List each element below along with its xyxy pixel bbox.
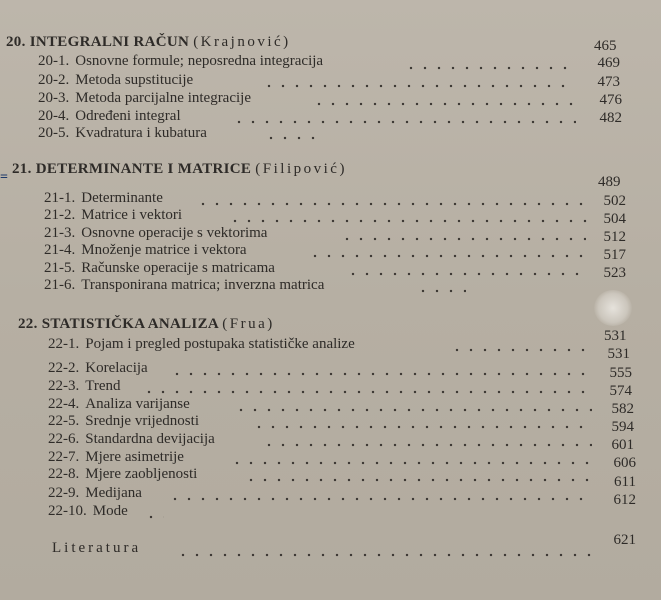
entry-page: 612 xyxy=(613,492,636,508)
toc-entry: 21-4. Množenje matrice i vektora xyxy=(44,242,247,258)
toc-entry: 22-6. Standardna devijacija xyxy=(48,431,215,447)
chapter-heading xyxy=(12,161,347,178)
toc-entry: 20-2. Metoda supstitucije xyxy=(38,72,194,88)
entry-page: 502 xyxy=(603,193,626,209)
chapter-author: (Frua) xyxy=(222,316,275,332)
entry-page: 517 xyxy=(603,247,626,263)
entry-page: 523 xyxy=(603,265,626,281)
toc-entry: 21-6. Transponirana matrica; inverzna matrica xyxy=(44,277,325,293)
toc-entry: 22-3. Trend xyxy=(48,378,121,394)
entry-page: 469 xyxy=(597,55,620,71)
toc-entry: 21-5. Računske operacije s matricama xyxy=(44,260,275,276)
toc-entry: 22-9. Medijana xyxy=(48,485,142,501)
chapter-page: 531 xyxy=(604,328,627,344)
entry-page: 504 xyxy=(603,211,626,227)
entry-page: 601 xyxy=(611,437,634,453)
toc-entry: 22-8. Mjere zaobljenosti xyxy=(48,466,198,482)
toc-entry: 22-10. Mode xyxy=(48,503,128,519)
literature-page: 621 xyxy=(613,532,636,548)
chapter-author: (Filipović) xyxy=(255,161,347,177)
chapter-page: 489 xyxy=(598,174,621,190)
entry-page: 594 xyxy=(611,419,634,435)
toc-entry: 21-2. Matrice i vektori xyxy=(44,207,183,223)
entry-page: 582 xyxy=(611,401,634,417)
chapter-page: 465 xyxy=(594,38,617,54)
chapter-number: 20. xyxy=(6,34,26,50)
entry-page: 473 xyxy=(597,74,620,90)
entry-page: 512 xyxy=(603,229,626,245)
chapter-heading xyxy=(18,316,275,333)
glare-spot xyxy=(594,290,632,326)
chapter-title: DETERMINANTE I MATRICE xyxy=(35,161,252,177)
toc-entry: 20-4. Određeni integral xyxy=(38,108,181,124)
chapter-title: STATISTIČKA ANALIZA xyxy=(41,316,219,332)
entry-page: 482 xyxy=(599,110,622,126)
toc-entry: 22-5. Srednje vrijednosti xyxy=(48,413,199,429)
chapter-number: 21. xyxy=(12,161,32,177)
toc-entry: 22-1. Pojam i pregled postupaka statističke analize xyxy=(48,336,355,352)
toc-entry: 22-2. Korelacija xyxy=(48,360,148,376)
toc-entry: 20-1. Osnovne formule; neposredna integracija xyxy=(38,53,324,69)
entry-page: 606 xyxy=(613,455,636,471)
entry-page: 611 xyxy=(614,474,636,490)
toc-entry: 20-5. Kvadratura i kubatura xyxy=(38,125,207,141)
toc-entry: 21-1. Determinante xyxy=(44,190,163,206)
entry-page: 531 xyxy=(607,346,630,362)
entry-page: 476 xyxy=(599,92,622,108)
toc-entry: 20-3. Metoda parcijalne integracije xyxy=(38,90,251,106)
entry-page: 555 xyxy=(609,365,632,381)
chapter-number: 22. xyxy=(18,316,38,332)
chapter-heading xyxy=(6,34,291,51)
chapter-author: (Krajnović) xyxy=(193,34,291,50)
toc-entry: 22-4. Analiza varijanse xyxy=(48,396,190,412)
literature-label: Literatura xyxy=(52,540,142,556)
entry-page: 574 xyxy=(609,383,632,399)
toc-entry: 21-3. Osnovne operacije s vektorima xyxy=(44,225,268,241)
chapter-title: INTEGRALNI RAČUN xyxy=(29,34,190,50)
toc-entry: 22-7. Mjere asimetrije xyxy=(48,449,184,465)
bookmark-arrow-icon: = xyxy=(0,170,8,185)
